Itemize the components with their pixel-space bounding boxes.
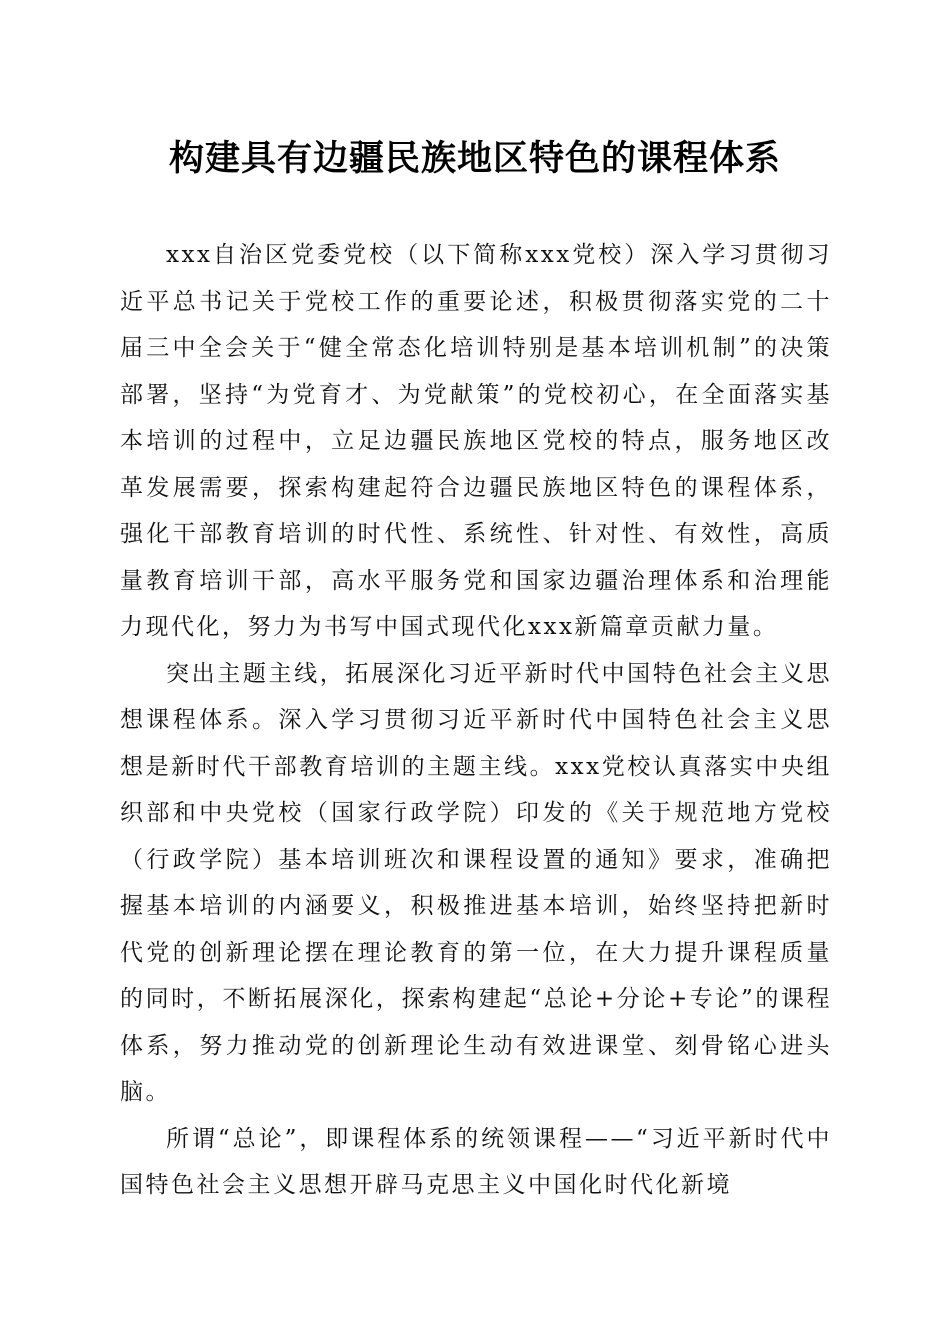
document-title: 构建具有边疆民族地区特色的课程体系	[168, 138, 781, 179]
document-body	[120, 232, 832, 1209]
paragraph-main-theme: 突出主题主线，拓展深化习近平新时代中国特色社会主义思想课程体系。深入学习贯彻习近平新时代中国特色社会主义思想是新时代干部教育培训的主题主线。xxx党校认真落实中央组织部和中央党校（国家行政学院）印发的《关于规范地方党校（行政学院）基本培训班次和课程设置的通知》要求，准确把握基本培训的内涵要义，积极推进基本培训，始终坚持把新时代党的创新理论摆在理论教育的第一位，在大力提升课程质量的同时，不断拓展深化，探索构建起“总论+分论+专论”的课程体系，努力推动党的创新理论生动有效进课堂、刻骨铭心进头脑。	[120, 660, 832, 1105]
paragraph-intro: xxx自治区党委党校（以下简称xxx党校）深入学习贯彻习近平总书记关于党校工作的重要论述，积极贯彻落实党的二十届三中全会关于“健全常态化培训特别是基本培训机制”的决策部署，坚持“为党育才、为党献策”的党校初心，在全面落实基本培训的过程中，立足边疆民族地区党校的特点，服务地区改革发展需要，探索构建起符合边疆民族地区特色的课程体系，强化干部教育培训的时代性、系统性、针对性、有效性，高质量教育培训干部，高水平服务党和国家边疆治理体系和治理能力现代化，努力为书写中国式现代化xxx新篇章贡献力量。	[120, 242, 832, 640]
paragraph-general-theory: 所谓“总论”，即课程体系的统领课程——“习近平新时代中国特色社会主义思想开辟马克思主义中国化时代化新境	[120, 1125, 832, 1198]
